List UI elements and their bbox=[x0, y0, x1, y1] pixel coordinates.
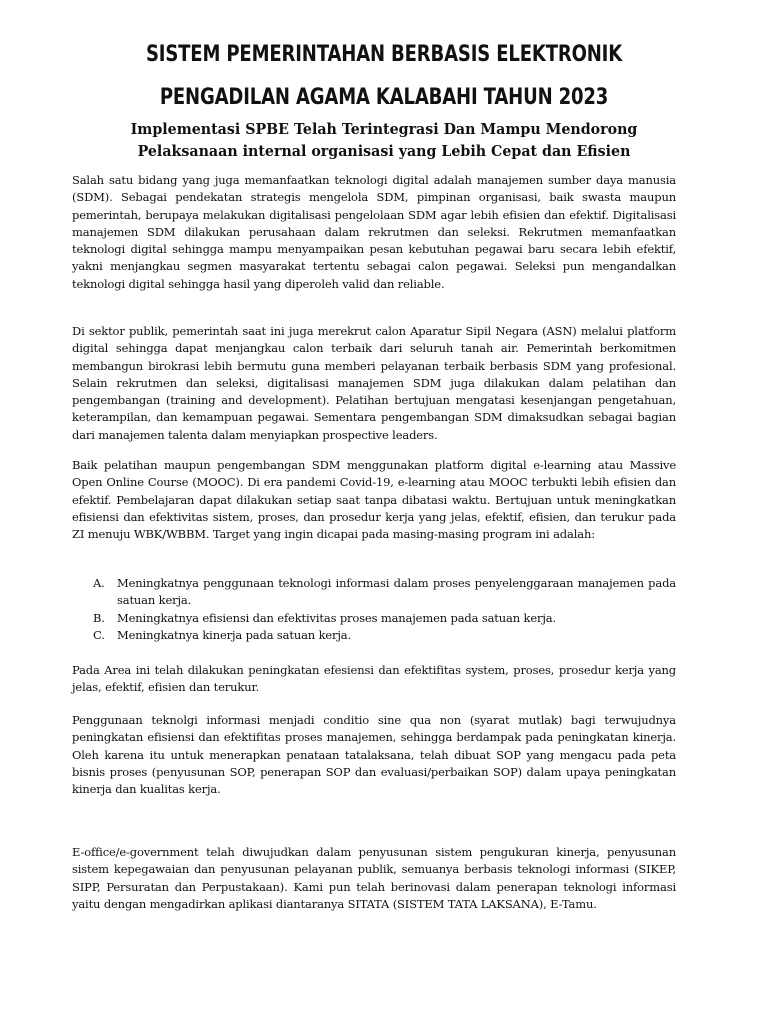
target-list-item bbox=[93, 575, 676, 610]
paragraph-public-sector: Di sektor publik, pemerintah saat ini juga merekrut calon Aparatur Sipil Negara (ASN) melalui platform digital sehingga dapat menjangkau calon terbaik dari seluruh tanah air. Pemerintah berkomitmen membangun birokrasi lebih bermutu guna memberi pelayanan terbaik berbasis SDM yang profesional. Selain rekrutmen dan seleksi, digitalisasi manajemen SDM juga dilakukan dalam pelatihan dan pengembangan (training and development). Pelatihan bertujuan mengatasi kesenjangan pengetahuan, keterampilan, dan kemampuan pegawai. Sementara pengembangan SDM dimaksudkan sebagai bagian dari manajemen talenta dalam menyiapkan prospective leaders. bbox=[72, 324, 676, 442]
paragraph-elearning: Baik pelatihan maupun pengembangan SDM menggunakan platform digital e-learning atau Massive Open Online Course (MOOC). Di era pandemi Covid-19, e-learning atau MOOC terbukti lebih efisien dan efektif. Pembelajaran dapat dilakukan setiap saat tanpa dibatasi waktu. Bertujuan untuk meningkatkan efisiensi dan efektivitas sistem, proses, dan prosedur kerja yang jelas, efektif, efisien, dan terukur pada ZI menuju WBK/WBBM. Target yang ingin dicapai pada masing-masing program ini adalah: bbox=[72, 458, 676, 542]
target-list-item bbox=[93, 627, 676, 644]
paragraph-sdm-digitalization: Salah satu bidang yang juga memanfaatkan teknologi digital adalah manajemen sumber daya manusia (SDM). Sebagai pendekatan strategis mengelola SDM, pimpinan organisasi, baik swasta maupun pemerintah, berupaya melakukan digitalisasi pengelolaan SDM agar lebih efisien dan efektif. Digitalisasi manajemen SDM dilakukan perusahaan dalam rekrutmen dan seleksi. Rekrutmen memanfaatkan teknologi digital sehingga mampu menyampaikan pesan kebutuhan pegawai baru secara lebih efektif, yakni menjangkau segmen masyarakat tertentu sebagai calon pegawai. Seleksi pun mengandalkan teknologi digital sehingga hasil yang diperoleh valid dan reliable. bbox=[72, 173, 676, 291]
target-list bbox=[93, 575, 676, 644]
list-marker: C. bbox=[93, 627, 105, 642]
document-subtitle-line-2: Pelaksanaan internal organisasi yang Lebih Cepat dan Efisien bbox=[137, 143, 631, 160]
list-marker: B. bbox=[93, 610, 105, 625]
document-subtitle-line-1: Implementasi SPBE Telah Terintegrasi Dan Mampu Mendorong bbox=[130, 121, 638, 138]
paragraph-area-efficiency: Pada Area ini telah dilakukan peningkatan efesiensi dan efektifitas system, proses, prosedur kerja yang jelas, efektif, efisien dan terukur. bbox=[72, 663, 676, 695]
target-list-item bbox=[93, 610, 676, 627]
document-title-line-1: SISTEM PEMERINTAHAN BERBASIS ELEKTRONIK bbox=[145, 42, 623, 67]
paragraph-e-office: E-office/e-government telah diwujudkan dalam penyusunan sistem pengukuran kinerja, penyusunan sistem kepegawaian dan penyusunan pelayanan publik, semuanya berbasis teknologi informasi (SIKEP, SIPP, Persuratan dan Perpustakaan). Kami pun telah berinovasi dalam penerapan teknologi informasi yaitu dengan mengadirkan aplikasi diantaranya SITATA (SISTEM TATA LAKSANA), E-Tamu. bbox=[72, 845, 676, 911]
list-marker: A. bbox=[93, 576, 105, 590]
list-item-text: Meningkatnya penggunaan teknologi informasi dalam proses penyelenggaraan manajemen pada satuan kerja. bbox=[117, 576, 676, 608]
document-title-line-2: PENGADILAN AGAMA KALABAHI TAHUN 2023 bbox=[159, 85, 609, 110]
list-item-text: Meningkatnya efisiensi dan efektivitas proses manajemen pada satuan kerja. bbox=[117, 610, 556, 625]
list-item-text: Meningkatnya kinerja pada satuan kerja. bbox=[117, 627, 352, 642]
paragraph-it-usage: Penggunaan teknolgi informasi menjadi conditio sine qua non (syarat mutlak) bagi terwujudnya peningkatan efisiensi dan efektifitas proses manajemen, sehingga berdampak pada peningkatan kinerja. Oleh karena itu untuk menerapkan penataan tatalaksana, telah dibuat SOP yang mengacu pada peta bisnis proses (penyusunan SOP, penerapan SOP dan evaluasi/perbaikan SOP) dalam upaya peningkatan kinerja dan kualitas kerja. bbox=[72, 713, 676, 797]
